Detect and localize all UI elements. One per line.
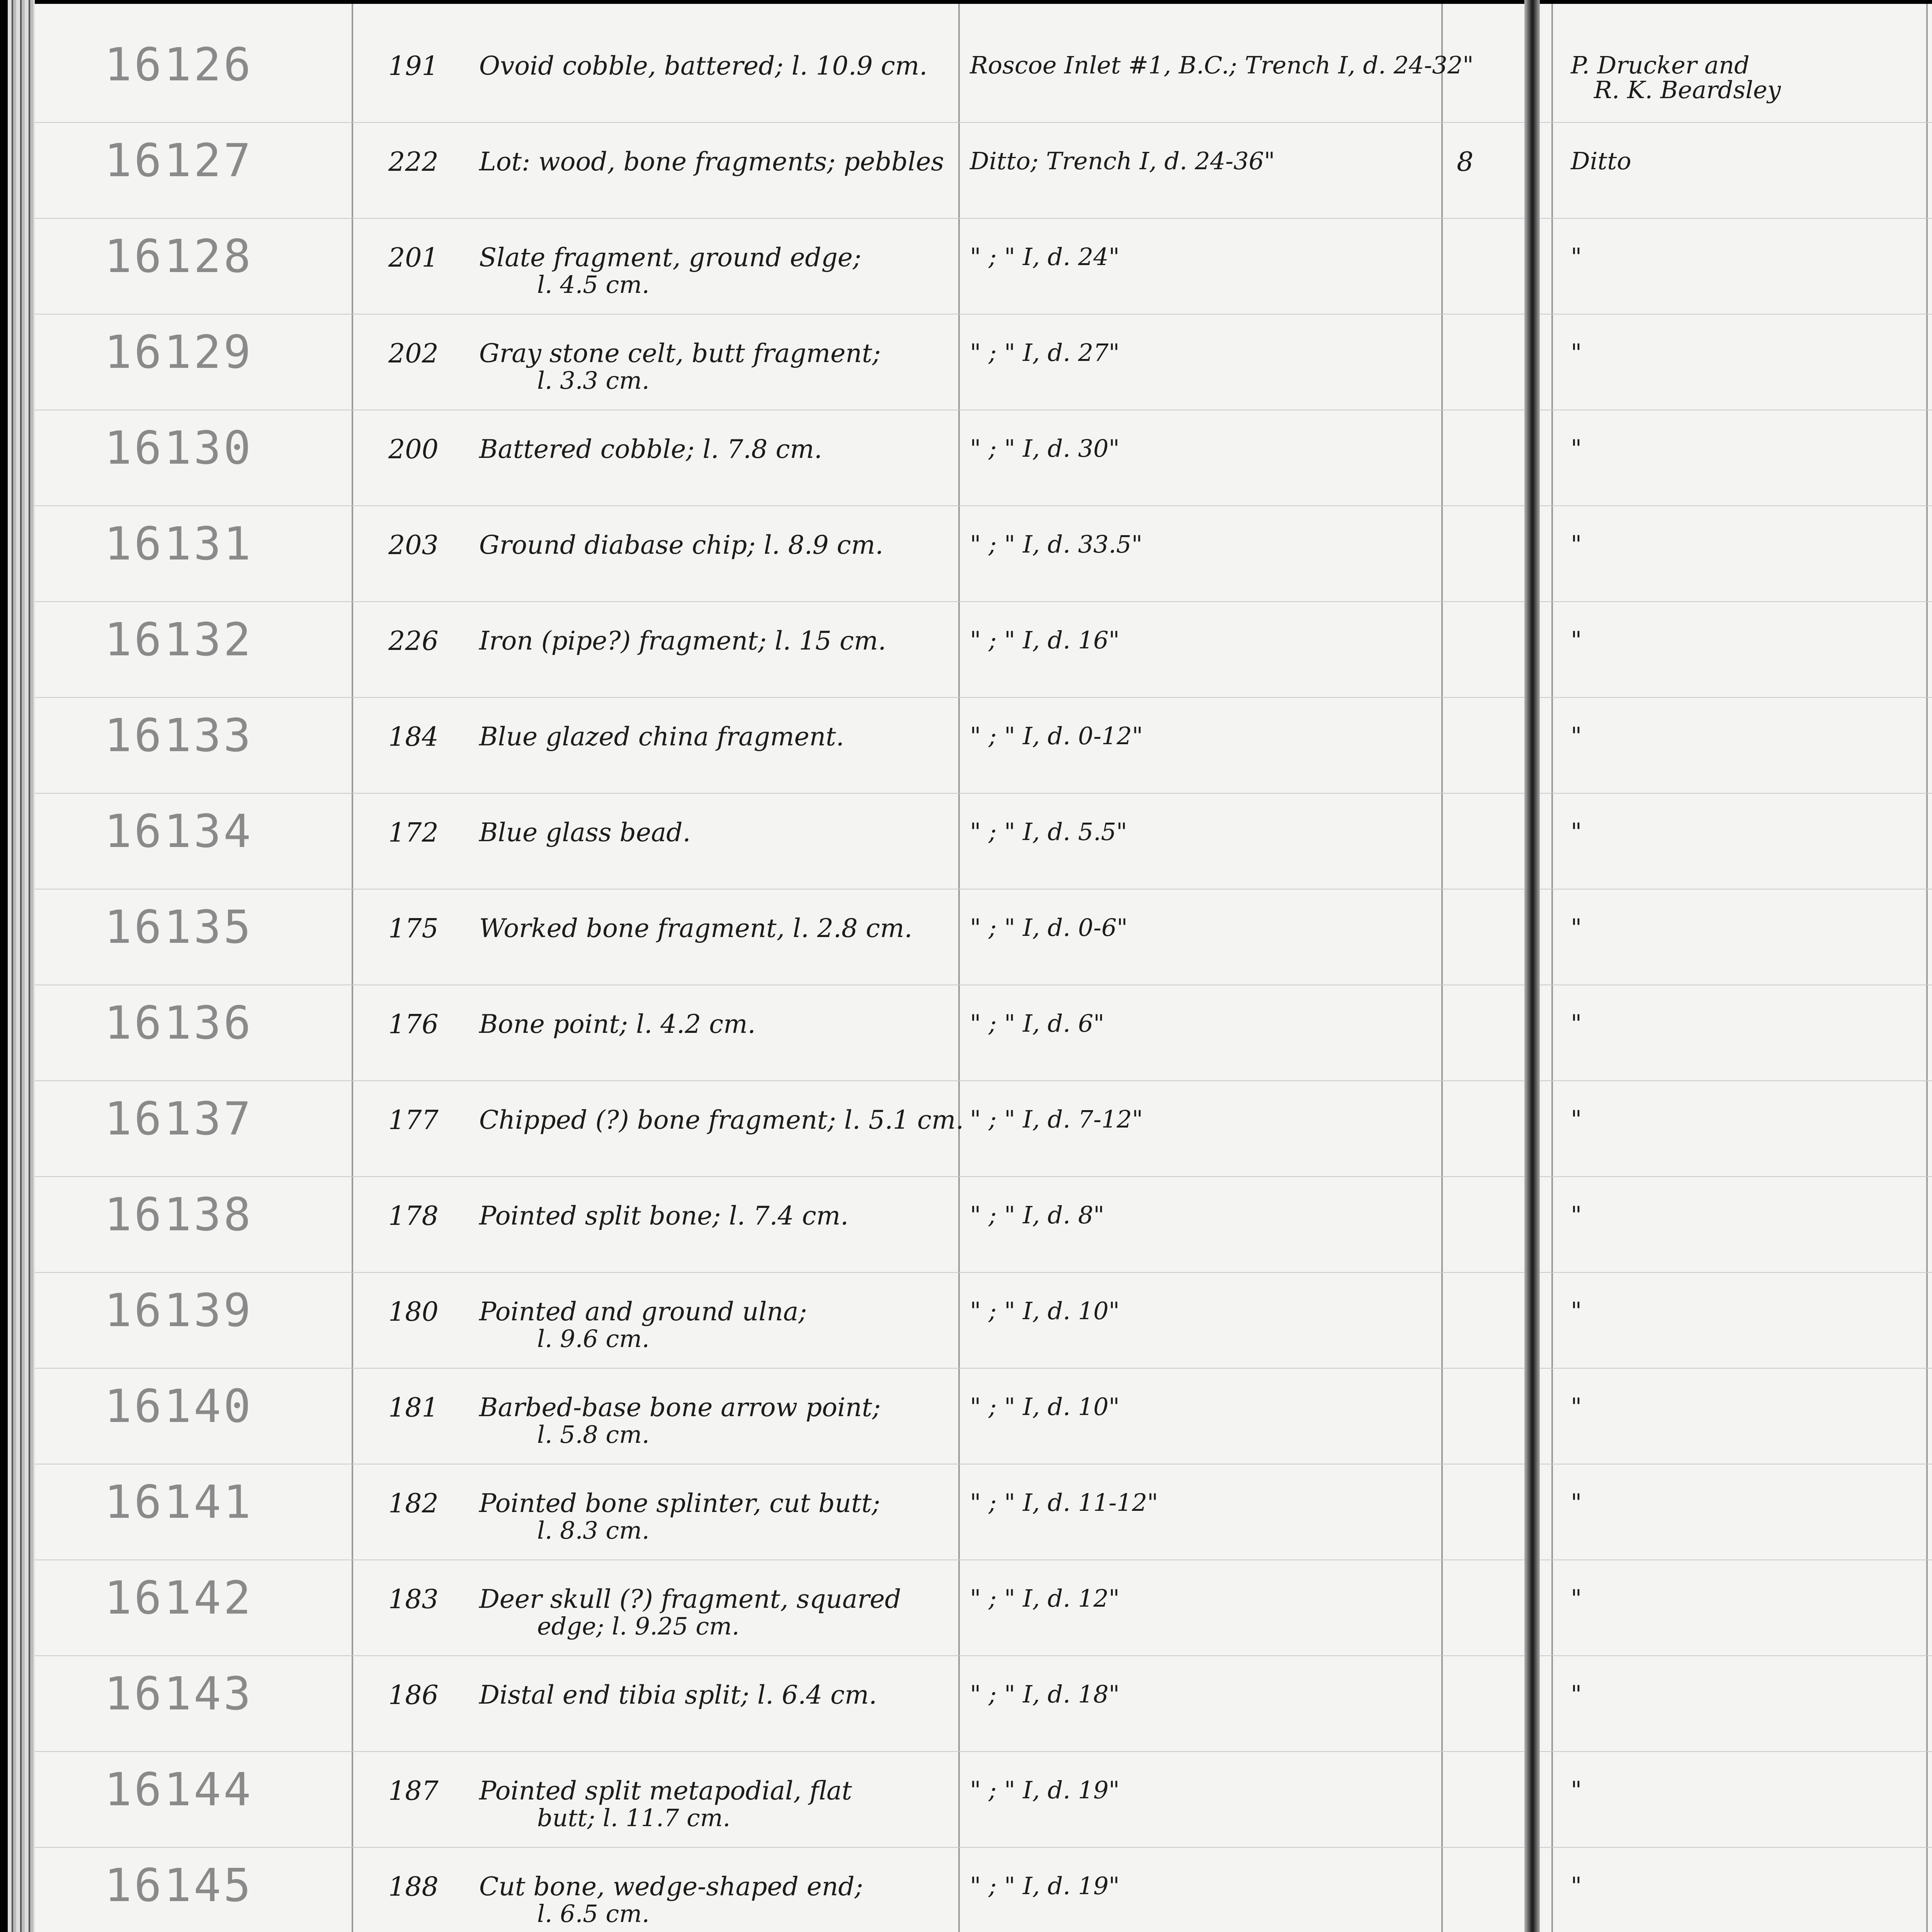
locality: " ; " I, d. 16" — [970, 626, 1120, 654]
locality: " ; " I, d. 24" — [970, 243, 1120, 271]
ledger-row-right — [1540, 123, 1932, 219]
field-number: 186 — [388, 1680, 439, 1711]
locality: Ditto; Trench I, d. 24-36" — [970, 147, 1275, 175]
ledger-row-left — [35, 219, 1524, 315]
field-number: 181 — [388, 1393, 439, 1423]
ledger-row-right — [1540, 1081, 1932, 1177]
field-number: 184 — [388, 722, 439, 752]
ledger-row-right — [1540, 889, 1932, 985]
collector: " — [1571, 434, 1582, 463]
item-description-continued: l. 3.3 cm. — [537, 366, 650, 395]
ledger-row-left — [35, 1273, 1524, 1369]
field-number: 178 — [388, 1201, 439, 1231]
catalog-number: 16132 — [104, 613, 253, 666]
collector: " — [1571, 722, 1582, 750]
right-ledger-page — [1540, 4, 1932, 1932]
item-description: Lot: wood, bone fragments; pebbles — [479, 147, 944, 177]
collector: " — [1571, 1009, 1582, 1037]
collector: " — [1571, 1201, 1582, 1229]
book-gutter — [1524, 0, 1540, 1932]
page-stack-edge — [8, 0, 35, 1932]
item-description: Blue glazed china fragment. — [479, 722, 844, 752]
collector: " — [1571, 338, 1582, 367]
locality: " ; " I, d. 6" — [970, 1009, 1105, 1037]
locality: " ; " I, d. 33.5" — [970, 530, 1143, 558]
field-number: 188 — [388, 1872, 439, 1902]
ledger-row-left — [35, 1848, 1524, 1932]
field-number: 177 — [388, 1105, 439, 1136]
locality: " ; " I, d. 30" — [970, 434, 1120, 463]
collector: " — [1571, 1297, 1582, 1325]
catalog-number: 16133 — [104, 709, 253, 762]
ledger-row-left — [35, 506, 1524, 602]
locality: " ; " I, d. 7-12" — [970, 1105, 1143, 1133]
ledger-row-right — [1540, 1656, 1932, 1752]
catalog-number: 16144 — [104, 1763, 253, 1816]
catalog-number: 16130 — [104, 421, 253, 474]
collector: " — [1571, 530, 1582, 558]
field-number: 200 — [388, 434, 439, 465]
ledger-row-left — [35, 123, 1524, 219]
item-description: Blue glass bead. — [479, 818, 691, 847]
item-description: Barbed-base bone arrow point; — [479, 1393, 881, 1422]
item-description: Pointed split metapodial, flat — [479, 1776, 852, 1806]
field-number: 182 — [388, 1488, 439, 1519]
item-description: Worked bone fragment, l. 2.8 cm. — [479, 913, 913, 943]
ledger-row-right — [1540, 985, 1932, 1081]
collector: " — [1571, 626, 1582, 654]
ledger-row-right — [1540, 1177, 1932, 1273]
collector: " — [1571, 913, 1582, 942]
locality: " ; " I, d. 0-6" — [970, 913, 1128, 942]
catalog-number: 16127 — [104, 134, 253, 187]
ledger-row-left — [35, 1177, 1524, 1273]
collector: " — [1571, 1872, 1582, 1900]
collector: " — [1571, 243, 1582, 271]
collector: Ditto — [1571, 147, 1631, 175]
item-description: Deer skull (?) fragment, squared — [479, 1584, 901, 1614]
item-description-continued: butt; l. 11.7 cm. — [537, 1804, 731, 1832]
ledger-row-left — [35, 889, 1524, 985]
ledger-row-right — [1540, 1464, 1932, 1560]
field-number: 203 — [388, 530, 439, 561]
catalog-number: 16141 — [104, 1475, 253, 1529]
ledger-row-left — [35, 698, 1524, 794]
catalog-number: 16145 — [104, 1859, 253, 1912]
item-description: Iron (pipe?) fragment; l. 15 cm. — [479, 626, 886, 656]
field-number: 226 — [388, 626, 439, 656]
locality: " ; " I, d. 8" — [970, 1201, 1105, 1229]
field-number: 222 — [388, 147, 439, 177]
ledger-row-left — [35, 1081, 1524, 1177]
collector: " — [1571, 1105, 1582, 1133]
ledger-row-right — [1540, 1752, 1932, 1848]
ledger-row-right — [1540, 1560, 1932, 1656]
catalog-number: 16139 — [104, 1284, 253, 1337]
item-description: Slate fragment, ground edge; — [479, 243, 862, 272]
locality: " ; " I, d. 18" — [970, 1680, 1120, 1708]
catalog-number: 16135 — [104, 900, 253, 954]
item-description: Pointed and ground ulna; — [479, 1297, 807, 1327]
ledger-row-right — [1540, 506, 1932, 602]
locality: " ; " I, d. 19" — [970, 1776, 1120, 1804]
collector: P. Drucker and — [1571, 51, 1750, 79]
catalog-number: 16129 — [104, 325, 253, 379]
locality: " ; " I, d. 19" — [970, 1872, 1120, 1900]
catalog-number: 16126 — [104, 38, 253, 91]
locality: " ; " I, d. 10" — [970, 1297, 1120, 1325]
catalog-number: 16131 — [104, 517, 253, 570]
item-description-continued: edge; l. 9.25 cm. — [537, 1612, 740, 1640]
collector-continued: R. K. Beardsley — [1594, 76, 1781, 104]
field-number: 175 — [388, 913, 439, 944]
ledger-row-left — [35, 1560, 1524, 1656]
catalog-number: 16142 — [104, 1571, 253, 1624]
item-description: Pointed split bone; l. 7.4 cm. — [479, 1201, 849, 1231]
field-number: 183 — [388, 1584, 439, 1615]
ledger-row-left — [35, 794, 1524, 889]
item-description: Ovoid cobble, battered; l. 10.9 cm. — [479, 51, 928, 81]
item-description: Cut bone, wedge-shaped end; — [479, 1872, 863, 1901]
ledger-row-right — [1540, 27, 1932, 123]
field-number: 191 — [388, 51, 439, 82]
item-description: Battered cobble; l. 7.8 cm. — [479, 434, 822, 464]
locality: " ; " I, d. 0-12" — [970, 722, 1143, 750]
ledger-row-right — [1540, 315, 1932, 410]
item-description-continued: l. 8.3 cm. — [537, 1516, 650, 1544]
field-number: 172 — [388, 818, 439, 848]
catalog-number: 16134 — [104, 804, 253, 858]
ledger-row-right — [1540, 602, 1932, 698]
ledger-row-right — [1540, 698, 1932, 794]
ledger-row-right — [1540, 794, 1932, 889]
ledger-row-right — [1540, 1273, 1932, 1369]
locality: " ; " I, d. 5.5" — [970, 818, 1128, 846]
ledger-row-left — [35, 315, 1524, 410]
ledger-row-left — [35, 1464, 1524, 1560]
ledger-row-left — [35, 985, 1524, 1081]
ledger-row-right — [1540, 219, 1932, 315]
item-description: Distal end tibia split; l. 6.4 cm. — [479, 1680, 877, 1710]
catalog-number: 16137 — [104, 1092, 253, 1145]
field-number: 180 — [388, 1297, 439, 1327]
item-description: Gray stone celt, butt fragment; — [479, 338, 881, 368]
collector: " — [1571, 1584, 1582, 1612]
catalog-number: 16140 — [104, 1379, 253, 1433]
collector: " — [1571, 1393, 1582, 1421]
catalog-number: 16128 — [104, 230, 253, 283]
collector: " — [1571, 1488, 1582, 1517]
locality: " ; " I, d. 11-12" — [970, 1488, 1158, 1517]
ledger-row-right — [1540, 1369, 1932, 1464]
field-number: 187 — [388, 1776, 439, 1806]
ledger-row-right — [1540, 1848, 1932, 1932]
field-number: 202 — [388, 338, 439, 369]
field-number: 176 — [388, 1009, 439, 1040]
item-description: Ground diabase chip; l. 8.9 cm. — [479, 530, 884, 560]
ledger-row-right — [1540, 410, 1932, 506]
item-description-continued: l. 4.5 cm. — [537, 270, 650, 299]
ledger-row-left — [35, 1656, 1524, 1752]
ledger-row-left — [35, 602, 1524, 698]
item-description-continued: l. 9.6 cm. — [537, 1325, 650, 1353]
catalog-number: 16143 — [104, 1667, 253, 1720]
field-number: 201 — [388, 243, 439, 273]
item-description: Chipped (?) bone fragment; l. 5.1 cm. — [479, 1105, 964, 1135]
ledger-row-left — [35, 1369, 1524, 1464]
left-ledger-page — [35, 4, 1528, 1932]
locality: " ; " I, d. 10" — [970, 1393, 1120, 1421]
catalog-number: 16136 — [104, 996, 253, 1049]
item-description: Bone point; l. 4.2 cm. — [479, 1009, 756, 1039]
locality: Roscoe Inlet #1, B.C.; Trench I, d. 24-32" — [970, 51, 1474, 79]
ledger-row-left — [35, 410, 1524, 506]
locality: " ; " I, d. 12" — [970, 1584, 1120, 1612]
locality: " ; " I, d. 27" — [970, 338, 1120, 367]
item-description-continued: l. 6.5 cm. — [537, 1900, 650, 1928]
catalog-number: 16138 — [104, 1188, 253, 1241]
item-description-continued: l. 5.8 cm. — [537, 1420, 650, 1449]
ledger-row-left — [35, 27, 1524, 123]
collector: " — [1571, 1776, 1582, 1804]
ledger-row-left — [35, 1752, 1524, 1848]
collector: " — [1571, 1680, 1582, 1708]
quantity: 8 — [1457, 147, 1474, 177]
collector: " — [1571, 818, 1582, 846]
item-description: Pointed bone splinter, cut butt; — [479, 1488, 881, 1518]
